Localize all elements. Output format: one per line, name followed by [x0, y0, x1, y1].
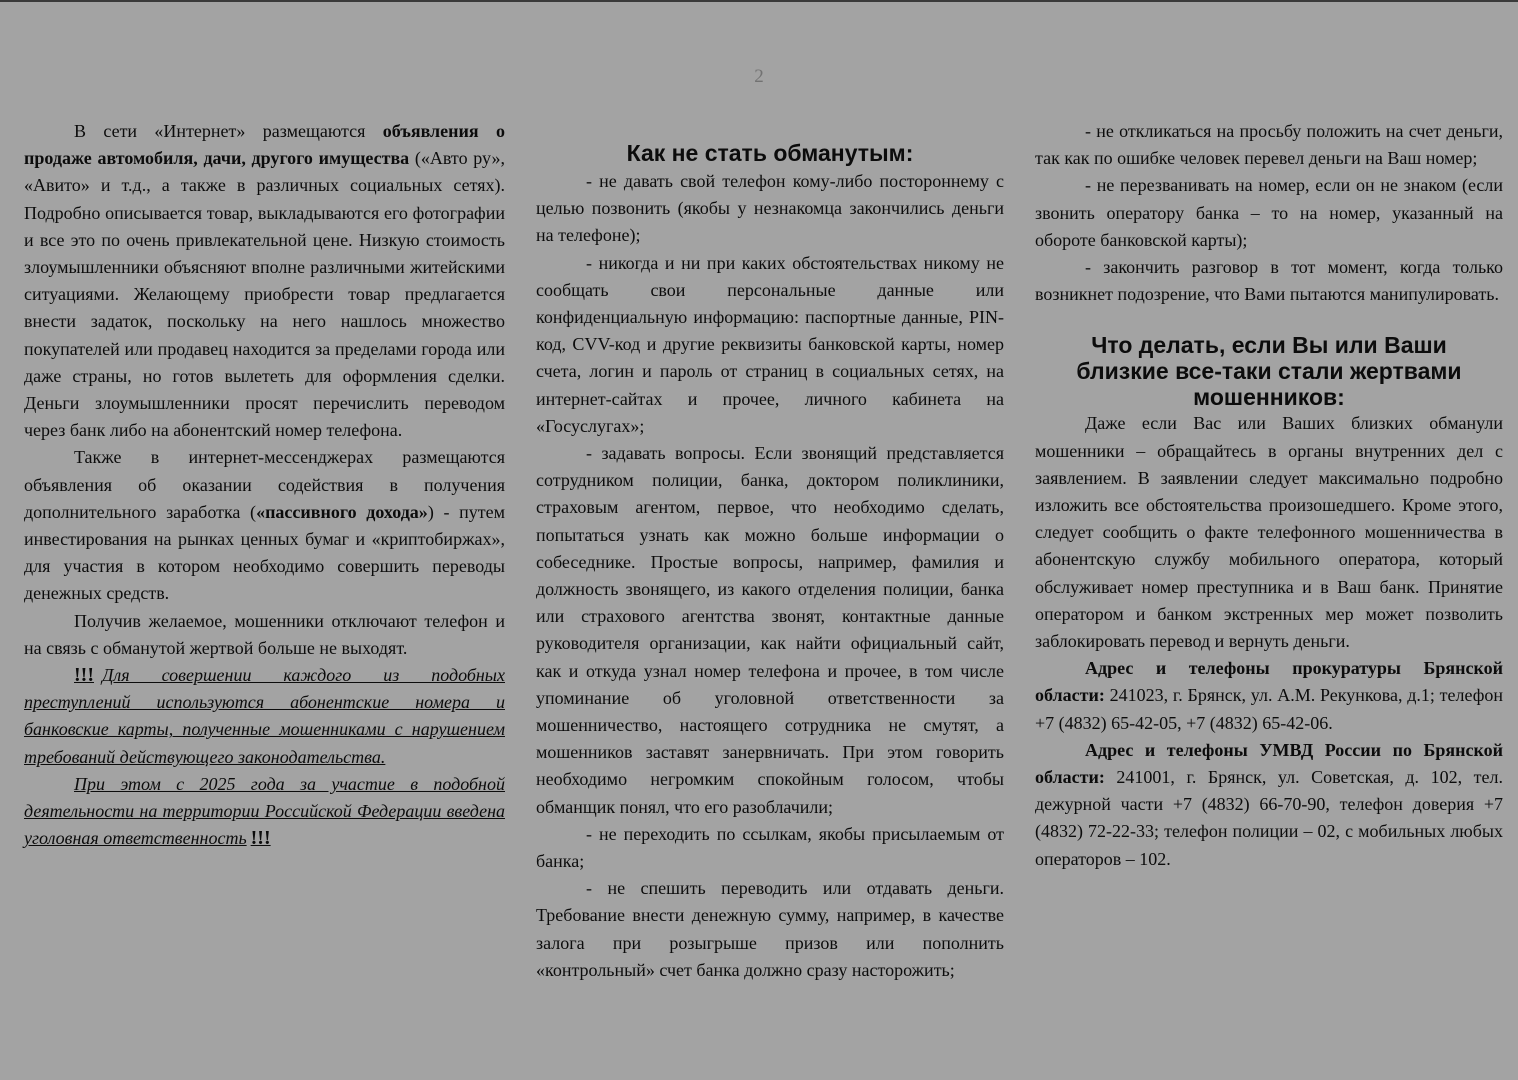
text-fragment: В сети «Интернет» размещаются [74, 121, 383, 141]
bold-text: объявления о продаже автомобиля, дачи, другого имущества [24, 121, 505, 169]
bold-text: Адрес и телефоны УМВД России по Брянской области: [1035, 739, 1503, 788]
page-number: 2 [754, 66, 764, 87]
list-item: - не перезванивать на номер, если он не знаком (если звонить оператору банка – то на номер, указанный на обороте банковской карты); [1035, 175, 1503, 250]
paragraph-umvd-contacts [1035, 737, 1503, 873]
list-item: - не давать свой телефон кому-либо постороннему с целью позвонить (якобы у незнакомца закончились деньги на телефоне); [536, 171, 1004, 246]
paragraph-prosecutor-contacts [1035, 655, 1503, 737]
paragraph-result: Получив желаемое, мошенники отключают телефон и на связь с обманутой жертвой больше не выходят. [24, 610, 505, 658]
text-fragment: («Авто ру», «Авито» и т.д., а также в различных социальных сетях). Подробно описывается товар, выкладываются его фотографии и все это по очень привлекательной цене. Низкую стоимость злоумышленники объясняют вполне различными житейскими ситуациями. Желающему приобрести товар предлагается внести задаток, поскольку на него нашлось множество покупателей или продавец находится за пределами города или даже страны, но готов вылететь для оформления сделки. Деньги злоумышленники просят перечислить переводом через банк либо на абонентский номер телефона. [24, 148, 505, 441]
text-fragment: ) - путем инвестирования на рынках ценных бумаг и «криптобиржах», для участия в котором необходимо совершить переводы денежных средств. [24, 501, 505, 604]
list-item: - никогда и ни при каких обстоятельствах никому не сообщать свои персональные данные или конфиденциальную информацию: паспортные данные, PIN-код, CVV-код и другие реквизиты банковской карты, номер счета, логин и пароль от страниц в социальных сетях, на интернет-сайтах и прочее, личного кабинета на «Госуслугах»; [536, 252, 1004, 436]
column-left [24, 118, 505, 852]
exclamation-mark: !!! [74, 664, 94, 687]
list-item: - не спешить переводить или отдавать деньги. Требование внести денежную сумму, например, в качестве залога при розыгрыше призов или пополнить «контрольный» счет банка должно сразу насторожить; [536, 878, 1004, 980]
bold-text: Адрес и телефоны прокуратуры Брянской области: [1035, 658, 1503, 706]
list-item: - не переходить по ссылкам, якобы присылаемым от банка; [536, 823, 1004, 872]
bold-text: «пассивного дохода» [256, 501, 428, 522]
section-heading-prevention: Как не стать обманутым: [626, 140, 914, 166]
warning-text: Для совершении каждого из подобных преступлений используются абонентские номера и банковские карты, полученные мошенниками с нарушением требований действующего законодательства. [24, 665, 505, 767]
text-fragment: 241001, г. Брянск, ул. Советская, д. 102, тел. дежурной части +7 (4832) 66-70-90, телефон доверия +7 (4832) 72-22-33; телефон полиции – 02, с мобильных любых операторов – 102. [1035, 767, 1503, 869]
top-border-line [0, 0, 1518, 2]
paragraph-victims: Даже если Вас или Ваших близких обманули мошенники – обращайтесь в органы внутренних дел с заявлением. В заявлении следует максимально подробно изложить все обстоятельства произошедшего. Кроме этого, следует сообщить о факте телефонного мошенничества в абонентскую службу мобильного оператора, который обслуживает номер преступника и в Ваш банк. Принятие оператором и банком экстренных мер может позволить заблокировать перевод и вернуть деньги. [1035, 413, 1503, 652]
warning-text: При этом с 2025 года за участие в подобной деятельности на территории Российской Федерации введена уголовная ответственность [24, 773, 505, 849]
list-item: - закончить разговор в тот момент, когда только возникнет подозрение, что Вами пытаются манипулировать. [1035, 257, 1503, 305]
paragraph-ads [24, 118, 505, 444]
paragraph-messengers [24, 444, 505, 607]
text-fragment: Также в интернет-мессенджерах размещаются объявления об оказании содействия в получения дополнительного заработка ( [24, 447, 505, 522]
text-fragment: 241023, г. Брянск, ул. А.М. Рекункова, д.1; телефон +7 (4832) 65-42-05, +7 (4832) 65-42-06. [1035, 685, 1503, 733]
column-middle [536, 140, 1004, 984]
warning-paragraph [24, 662, 505, 771]
section-heading-victims: Что делать, если Вы или Ваши близкие все-таки стали жертвами мошенников: [1076, 332, 1462, 411]
list-item: - задавать вопросы. Если звонящий представляется сотрудником полиции, банка, доктором поликлиники, страховым агентом, первое, что необходимо сделать, попытаться узнать как можно больше информации о собеседнике. Простые вопросы, например, фамилия и должность звонящего, из какого отделения полиции, банка или страхового агентства звонят, контактные данные руководителя организации, как найти официальный сайт, как и откуда узнал номер телефона и прочее, в том числе упоминание об уголовной ответственности за мошенничество, настоящего сотрудника не смутят, а мошенников заставят занервничать. При этом говорить необходимо негромким спокойным голосом, чтобы обманщик понял, что его разоблачили; [536, 443, 1004, 817]
list-item: - не откликаться на просьбу положить на счет деньги, так как по ошибке человек перевел деньги на Ваш номер; [1035, 121, 1503, 169]
column-right [1035, 118, 1503, 873]
exclamation-mark: !!! [250, 827, 271, 850]
warning-paragraph-liability [24, 771, 505, 853]
